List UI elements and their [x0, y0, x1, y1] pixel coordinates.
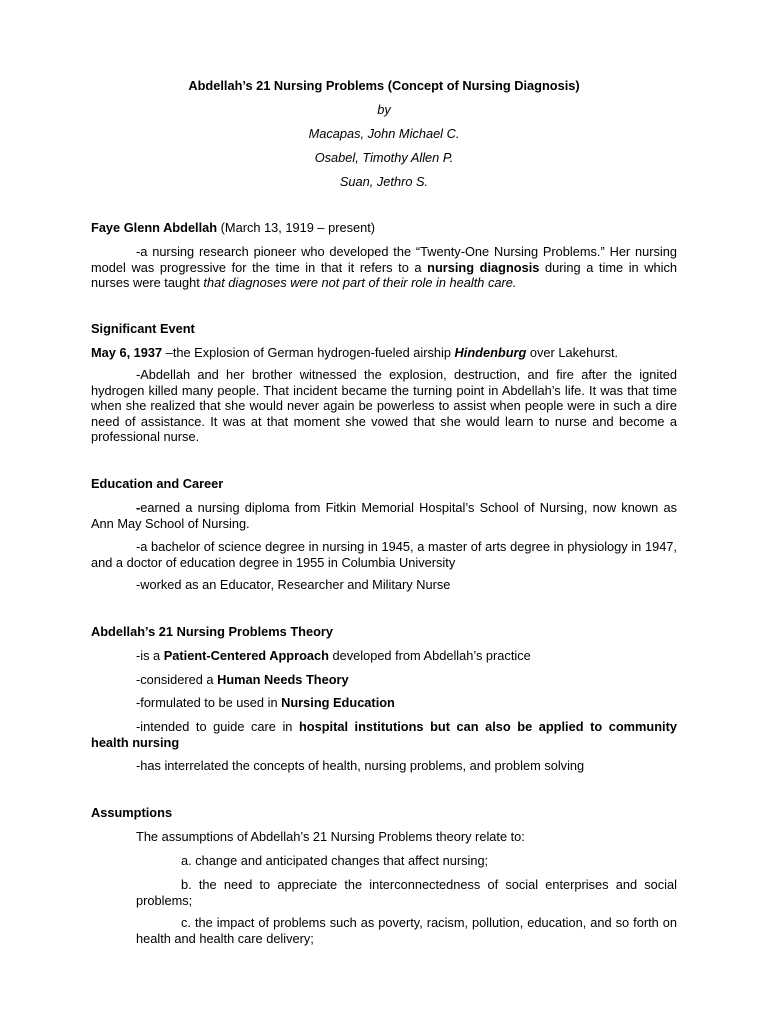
theory-item-1-tail: developed from Abdellah’s practice	[328, 648, 531, 663]
bio-text-2: during a time in which nurses were taught	[91, 259, 677, 290]
event-date-line	[91, 345, 677, 361]
education-paragraph-2: -a bachelor of science degree in nursing in 1945, a master of arts degree in physiology in 1947, and a doctor of education degree in 1955 in Columbia University	[91, 539, 677, 570]
bio-name: Faye Glenn Abdellah	[91, 220, 218, 235]
bio-text-bold: nursing diagnosis	[427, 259, 540, 275]
bio-dates: (March 13, 1919 – present)	[217, 220, 376, 235]
event-text-1: –the Explosion of German hydrogen-fueled airship	[162, 345, 455, 360]
theory-item-4	[91, 719, 677, 750]
assumption-c: c. the impact of problems such as poverty, racism, pollution, education, and so forth on health and health care delivery;	[136, 915, 677, 946]
theory-item-1-bold: Patient-Centered Approach	[163, 648, 329, 663]
education-heading: Education and Career	[91, 476, 224, 491]
theory-item-3-text: -formulated to be used in	[136, 695, 282, 710]
assumptions-intro: The assumptions of Abdellah’s 21 Nursing Problems theory relate to:	[136, 829, 525, 844]
assumptions-heading: Assumptions	[91, 805, 173, 820]
education-paragraph-3: -worked as an Educator, Researcher and Military Nurse	[136, 577, 451, 592]
by-line: by	[377, 102, 391, 117]
theory-heading: Abdellah’s 21 Nursing Problems Theory	[91, 624, 334, 639]
event-airship: Hindenburg	[454, 345, 527, 360]
theory-item-2	[91, 672, 677, 688]
bio-heading-line	[91, 220, 677, 236]
education-text-1: earned a nursing diploma from Fitkin Memorial Hospital’s School of Nursing, now known as Ann May School of Nursing.	[91, 500, 677, 531]
event-text-2: over Lakehurst.	[526, 345, 619, 360]
theory-item-4-text: -intended to guide care in	[136, 719, 299, 734]
assumption-a: a. change and anticipated changes that affect nursing;	[181, 853, 489, 868]
author-2: Osabel, Timothy Allen P.	[314, 150, 454, 165]
author-1: Macapas, John Michael C.	[308, 126, 460, 141]
education-dash: -	[136, 500, 141, 515]
education-paragraph-1	[91, 500, 677, 531]
event-heading: Significant Event	[91, 321, 195, 336]
event-date: May 6, 1937	[91, 345, 163, 360]
bio-text-1: -a nursing research pioneer who developed the “Twenty-One Nursing Problems.” Her nursing model was progressive for the time in that it refers to a	[91, 244, 677, 275]
theory-item-5: -has interrelated the concepts of health, nursing problems, and problem solving	[136, 758, 585, 773]
theory-item-2-bold: Human Needs Theory	[217, 672, 349, 687]
theory-item-4-bold: hospital institutions but can also be applied to community health nursing	[91, 719, 677, 750]
assumption-b: b. the need to appreciate the interconnectedness of social enterprises and social problems;	[136, 877, 677, 908]
author-3: Suan, Jethro S.	[339, 174, 429, 189]
theory-item-1-text: -is a	[136, 648, 164, 663]
theory-item-3	[91, 695, 677, 711]
event-paragraph: -Abdellah and her brother witnessed the explosion, destruction, and fire after the ignited hydrogen killed many people. That incident became the turning point in Abdellah’s life. It was that time when she realized that she would never again be powerless to assist when people were in such a dire need of assistance. It was at that moment she vowed that she would learn to nurse and become a professional nurse.	[91, 367, 677, 444]
theory-item-1	[91, 648, 677, 664]
document-title: Abdellah’s 21 Nursing Problems (Concept of Nursing Diagnosis)	[188, 78, 580, 93]
theory-item-3-bold: Nursing Education	[281, 695, 395, 710]
bio-paragraph	[91, 244, 677, 291]
bio-text-italic: that diagnoses were not part of their role in health care.	[203, 275, 517, 290]
theory-item-2-text: -considered a	[136, 672, 218, 687]
